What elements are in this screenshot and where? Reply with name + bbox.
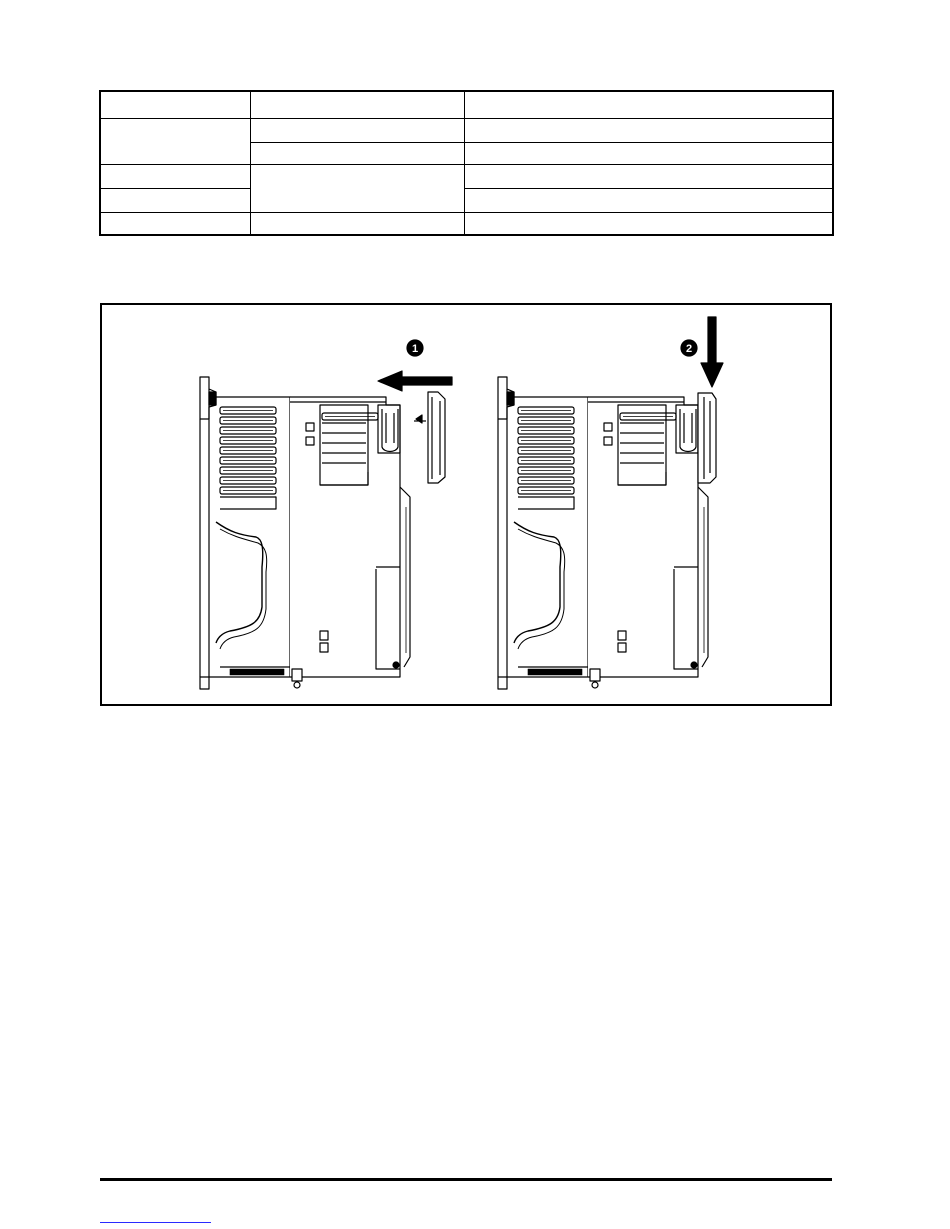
table-cell xyxy=(464,164,833,188)
table-header-cell xyxy=(100,91,250,118)
table-cell xyxy=(464,188,833,212)
arrow-down-icon xyxy=(701,317,723,387)
table-header-cell xyxy=(464,91,833,118)
table-cell xyxy=(100,212,250,235)
table-cell xyxy=(100,188,250,212)
table-row xyxy=(100,164,833,188)
table-header-cell xyxy=(250,91,464,118)
footer-link[interactable] xyxy=(100,1212,211,1223)
svg-text:2: 2 xyxy=(685,343,693,355)
drive-view-left xyxy=(200,377,445,689)
table-cell xyxy=(100,164,250,188)
table-cell xyxy=(464,212,833,235)
table-cell xyxy=(250,118,464,142)
table-cell xyxy=(250,212,464,235)
table-row xyxy=(100,118,833,142)
drive-view-right xyxy=(498,377,716,689)
table-cell xyxy=(250,142,464,164)
step-2-marker xyxy=(681,340,697,356)
installation-figure xyxy=(100,303,832,706)
table-cell xyxy=(464,118,833,142)
table-row xyxy=(100,91,833,118)
arrow-left-icon xyxy=(378,371,452,391)
table-row xyxy=(100,188,833,212)
footer-rule xyxy=(100,1178,832,1181)
table-cell xyxy=(100,118,250,164)
step-1-marker xyxy=(407,340,423,356)
table-row xyxy=(100,212,833,235)
svg-text:1: 1 xyxy=(411,343,419,355)
table-cell xyxy=(464,142,833,164)
spec-table xyxy=(99,90,834,236)
table-cell xyxy=(250,164,464,212)
drive-illustration xyxy=(102,305,830,704)
